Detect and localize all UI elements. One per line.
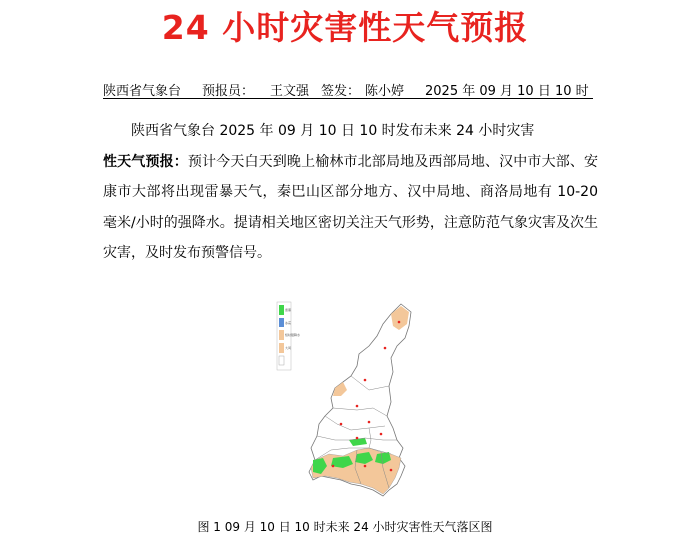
forecast-line-1: 陕西省气象台 2025 年 09 月 10 日 10 时发布未来 24 小时灾害: [131, 123, 535, 139]
header-rule: [103, 98, 593, 99]
map-legend: [277, 302, 300, 370]
hazard-map: [273, 298, 423, 514]
legend-swatch-none: [279, 356, 284, 365]
legend-swatch-hail: [279, 318, 284, 327]
agency-name: 陕西省气象台: [103, 84, 182, 99]
legend-swatch-thunder: [279, 305, 284, 315]
page-title: 24 小时灾害性天气预报: [161, 8, 529, 47]
forecast-text: 预计今天白天到晚上榆林市北部局地及西部局地、汉中市大部、安康市大部将出现雷暴天气，秦巴山区部分地方、汉中局地、商洛局地有 10-20 毫米/小时的强降水。提请相关地区密切关注天气形势，注意防范气象灾害及次生灾害，及时发布预警信号。: [103, 153, 599, 261]
forecast-body: [103, 147, 598, 269]
legend-label-wind: 大风: [285, 346, 292, 350]
info-line: [103, 80, 593, 100]
signer-name: 陈小婷: [365, 84, 405, 99]
forecaster-label: 预报员：: [202, 84, 255, 99]
forecaster-name: 王文强: [270, 84, 310, 99]
legend-label-rain: 短时强降水: [285, 333, 301, 337]
figure-caption: 图 1 09 月 10 日 10 时未来 24 小时灾害性天气落区图: [197, 520, 493, 534]
legend-label-hail: 冰雹: [285, 321, 292, 325]
issue-datetime: 2025 年 09 月 10 日 10 时: [425, 84, 589, 99]
forecast-paragraph: [103, 116, 598, 269]
signer-label: 签发：: [321, 84, 361, 99]
forecast-lead: 性天气预报：: [103, 153, 188, 170]
legend-swatch-rain: [279, 330, 284, 340]
legend-swatch-wind: [279, 343, 284, 353]
legend-label-thunder: 雷暴: [285, 308, 292, 312]
